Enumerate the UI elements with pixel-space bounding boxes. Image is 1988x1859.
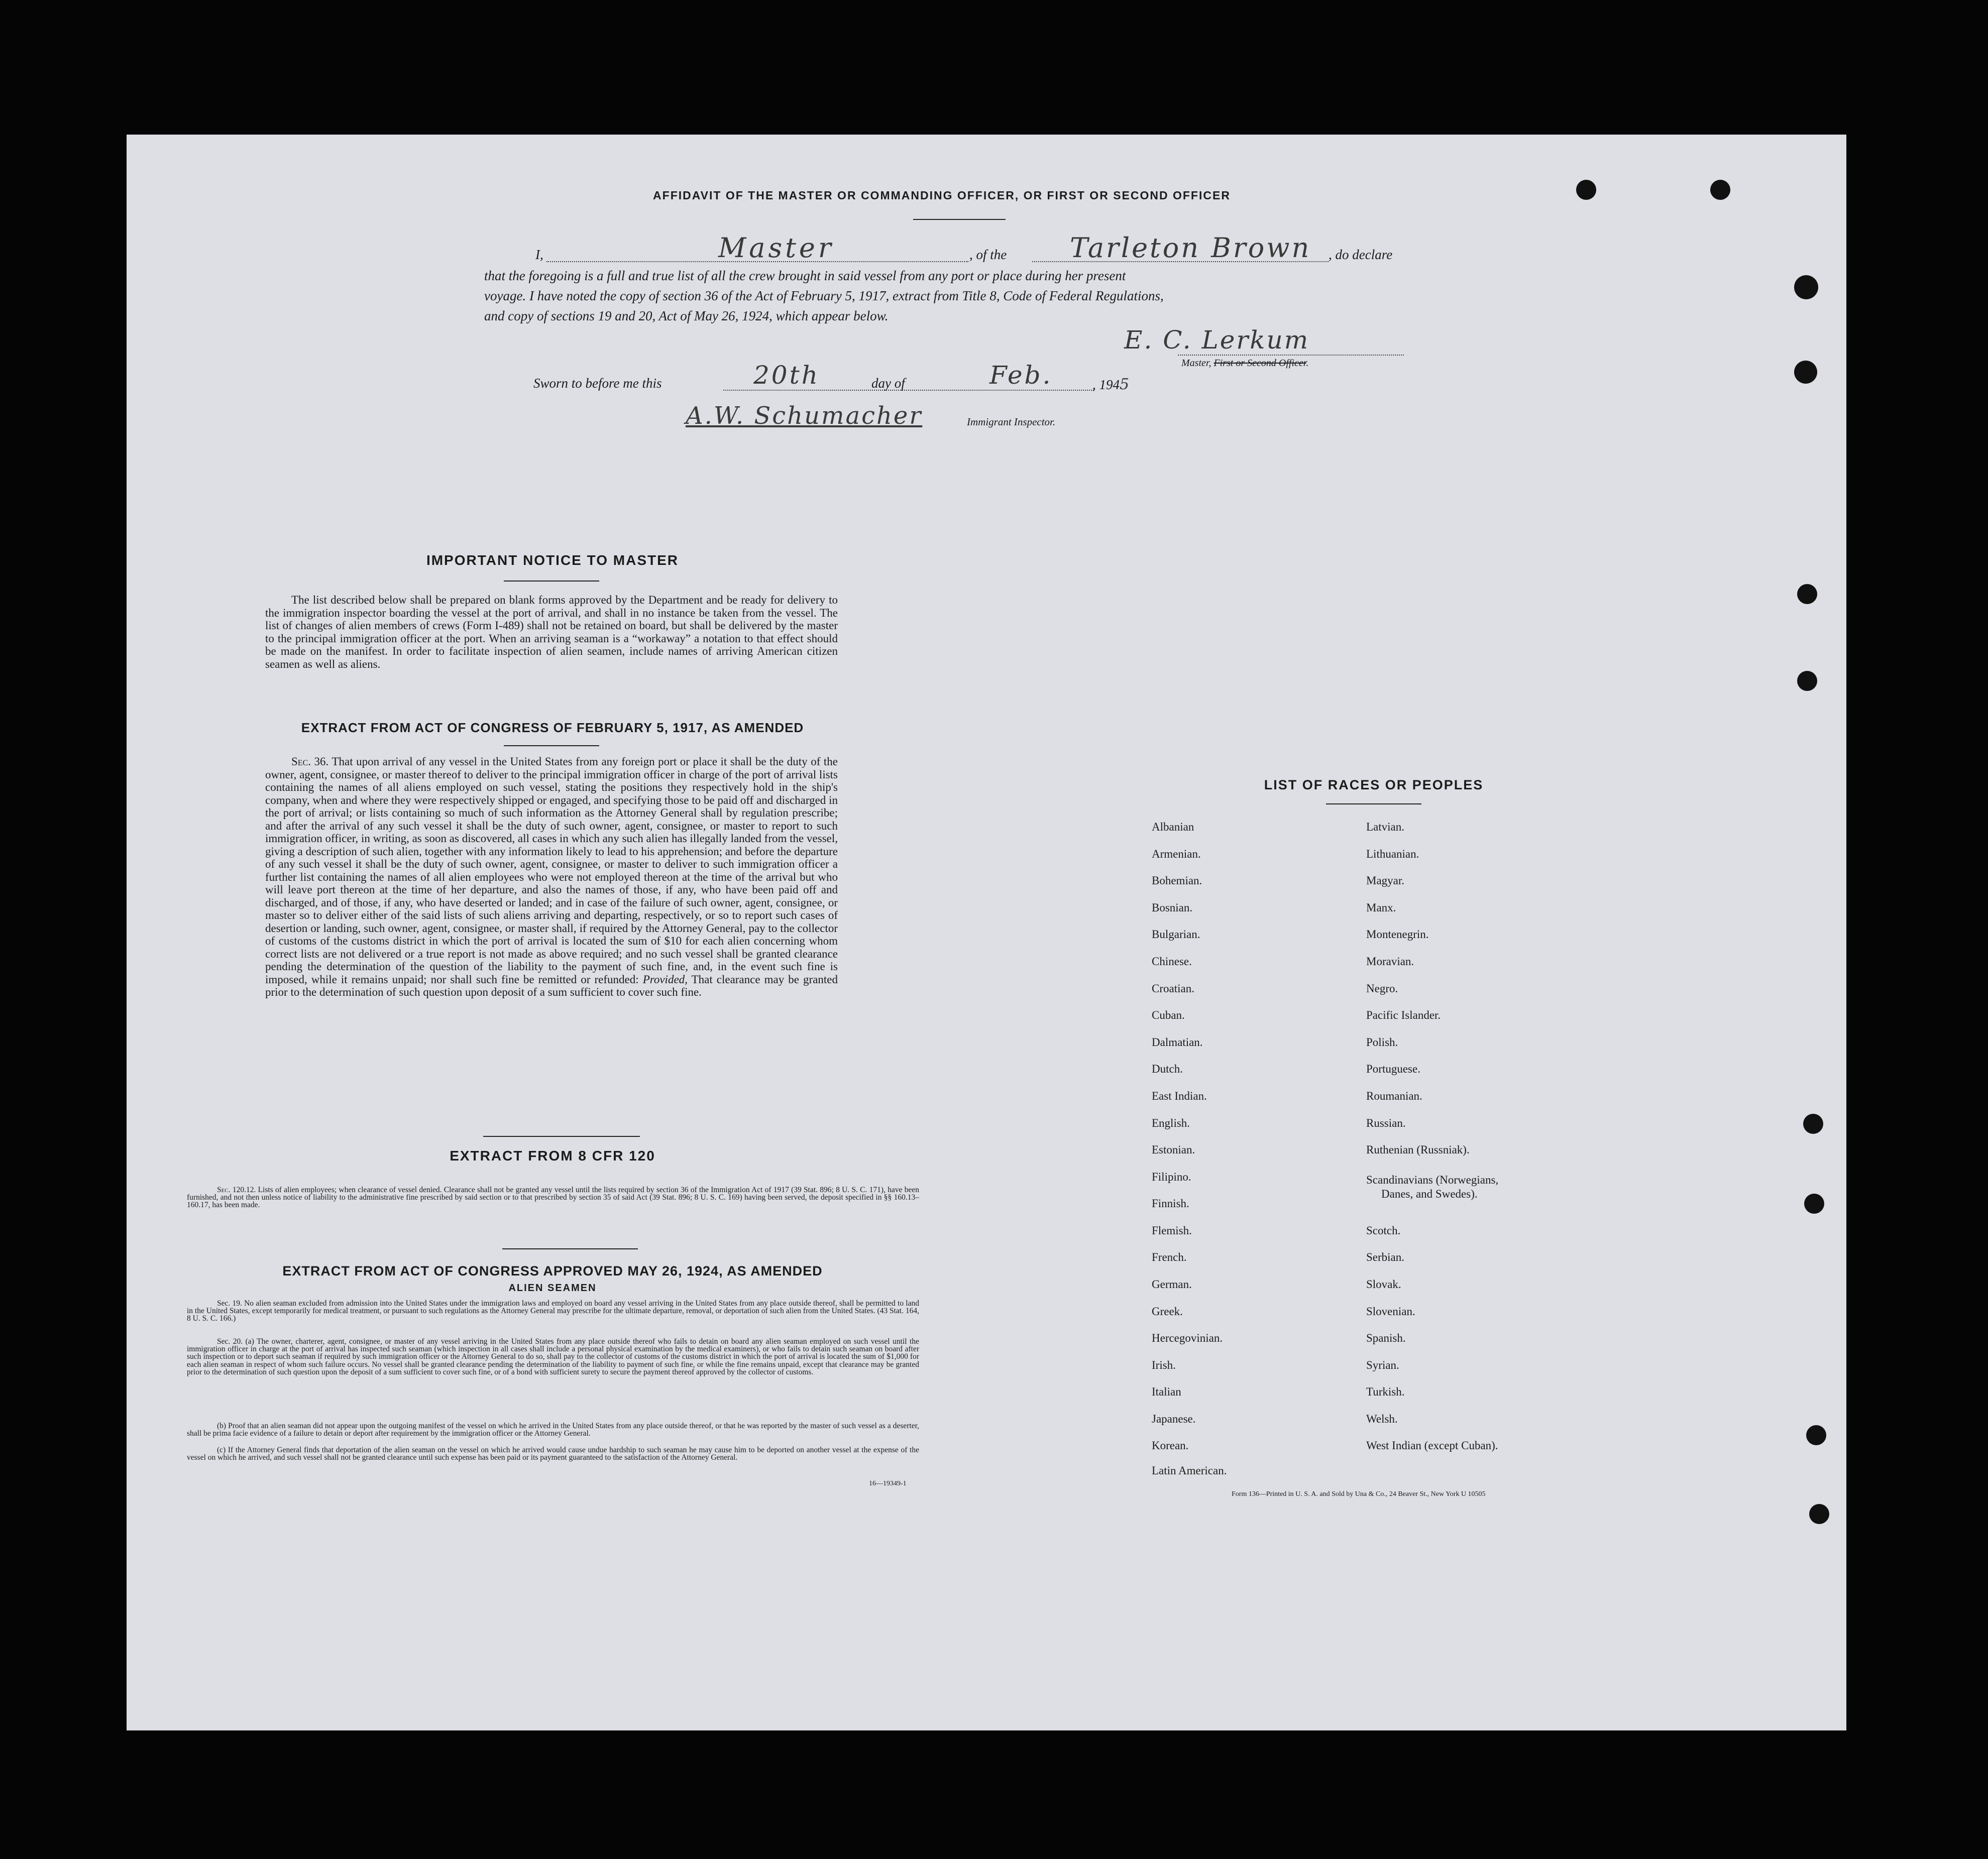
race-left-11: East Indian. bbox=[1152, 1090, 1207, 1102]
race-right-1: Latvian. bbox=[1366, 821, 1404, 833]
punch-hole-3 bbox=[1794, 275, 1818, 299]
punch-hole-2 bbox=[1710, 180, 1730, 200]
race-right-18: Slovak. bbox=[1366, 1278, 1401, 1291]
extract-1917-sec-label: Sec. 36. bbox=[291, 755, 329, 768]
notice-title: IMPORTANT NOTICE TO MASTER bbox=[426, 552, 679, 568]
notice-text: The list described below shall be prepared on blank forms approved by the Department and be ready for delivery to the immigration inspector boarding the vessel at the port of arrival, and shall in no instance be taken from the vessel. The list of changes of alien members of crews (Form I-489) shall not be retained on board, but shall be delivered by the master to the principal immigration officer at the port. When an arriving seaman is a “workaway” a notation to that effect should be made on the manifest. In order to facilitate inspection of alien seamen, include names of arriving American citizen seamen as well as aliens. bbox=[265, 594, 838, 670]
extract-1924-form-number: 16—19349-1 bbox=[869, 1480, 907, 1487]
race-left-12: English. bbox=[1152, 1117, 1190, 1129]
extract-1917-title: EXTRACT FROM ACT OF CONGRESS OF FEBRUARY 5, 1917, AS AMENDED bbox=[301, 720, 804, 735]
punch-hole-5 bbox=[1797, 584, 1817, 604]
race-left-16: Flemish. bbox=[1152, 1224, 1192, 1237]
extract-1917-body-end: That clearance may be granted prior to the determination of such question upon deposit of a sum sufficient to cover such fine. bbox=[265, 973, 838, 998]
race-left-2: Armenian. bbox=[1152, 848, 1201, 860]
sworn-month-handwritten: Feb. bbox=[989, 361, 1053, 390]
race-right-9: Polish. bbox=[1366, 1036, 1398, 1049]
extract-1924-sec20c: (c) If the Attorney General finds that deportation of the alien seaman on the vessel on which he arrived would cause undue hardship to such seaman he may cause him to be deported on another vessel at the expense of the vessel on which he arrived, and such vessel shall not be granted clearance until such expense has been paid or its payment guaranteed to the satisfaction of the Attorney General. bbox=[187, 1446, 919, 1462]
race-right-12: Russian. bbox=[1366, 1117, 1406, 1129]
sworn-year-printed: , 194 bbox=[1092, 377, 1120, 392]
race-left-17: French. bbox=[1152, 1251, 1187, 1263]
race-right-6: Moravian. bbox=[1366, 955, 1414, 968]
race-right-22: Turkish. bbox=[1366, 1385, 1405, 1398]
race-left-23: Japanese. bbox=[1152, 1413, 1196, 1425]
affidavit-declare-label: , do declare bbox=[1329, 247, 1393, 262]
affidavit-statement-line-2: voyage. I have noted the copy of section 36 of the Act of February 5, 1917, extract from Title 8, Code of Federal Regulations, bbox=[484, 288, 1164, 303]
sworn-year-handwritten: 5 bbox=[1120, 376, 1130, 393]
race-right-14: Scandinavians (Norwegians, bbox=[1366, 1174, 1499, 1186]
affidavit-statement-line-1: that the foregoing is a full and true list of all the crew brought in said vessel from any port or place during her present bbox=[484, 268, 1126, 283]
affidavit-of-the-label: , of the bbox=[969, 247, 1007, 262]
race-left-1: Albanian bbox=[1152, 821, 1194, 833]
race-right-7: Negro. bbox=[1366, 982, 1398, 995]
race-right-11: Roumanian. bbox=[1366, 1090, 1422, 1102]
race-left-25: Latin American. bbox=[1152, 1464, 1227, 1477]
sworn-month-line bbox=[908, 390, 1094, 391]
race-right-19: Slovenian. bbox=[1366, 1305, 1415, 1318]
punch-hole-8 bbox=[1804, 1194, 1824, 1214]
race-left-8: Cuban. bbox=[1152, 1009, 1185, 1021]
extract-1917-body: That upon arrival of any vessel in the United States from any foreign port or place it shall be the duty of the owner, agent, consignee, or master thereof to deliver to the principal immigration officer in charge of the port of arrival lists containing the names of all aliens employed on such vessel, stating the positions they respectively hold in the ship's company, when and where they were respectively shipped or engaged, and specifying those to be paid off and discharged in the port of arrival; or lists containing so much of such information as the Attorney General shall by regulation prescribe; and after the arrival of any such vessel it shall be the duty of such owner, agent, consignee, or master to report to such immigration officer, in writing, as soon as discovered, all cases in which any such alien has illegally landed from the vessel, giving a description of such alien, together with any information likely to lead to his apprehension; and before the departure of any such vessel it shall be the duty of such owner, agent, consignee, or master to deliver to such immigration officer a further list containing the names of all alien employees who were not employed thereon at the time of the arrival but who will leave port thereon at the time of her departure, and also the names of those, if any, who have been paid off and discharged, and of those, if any, who have deserted or landed; and in case of the failure of such owner, agent, consignee, or master so to deliver either of the said lists of such aliens arriving and departing, respectively, or so to report such cases of desertion or landing, such owner, agent, consignee, or master shall, if required by the Attorney General, pay to the collector of customs of the customs district in which the port of arrival is located the sum of $10 for each alien concerning whom correct lists are not delivered or a true report is not made as above required; and no such vessel shall be granted clearance pending the determination of the question of the liability to the payment of such fine, and, in the event such fine is imposed, while it remains unpaid; nor shall such fine be remitted or refunded: bbox=[265, 755, 838, 986]
race-left-5: Bulgarian. bbox=[1152, 928, 1200, 941]
cfr-end-rule bbox=[502, 1248, 638, 1249]
affidavit-title-rule bbox=[913, 219, 1006, 220]
sworn-day-handwritten: 20th bbox=[753, 361, 820, 390]
master-label-text: Master, bbox=[1181, 358, 1211, 369]
race-left-19: Greek. bbox=[1152, 1305, 1183, 1318]
printer-footer: Form 136—Printed in U. S. A. and Sold by Una & Co., 24 Beaver St., New York U 10505 bbox=[1232, 1490, 1486, 1498]
race-right-16: Scotch. bbox=[1366, 1224, 1401, 1237]
race-right-15: Danes, and Swedes). bbox=[1381, 1188, 1478, 1200]
race-left-15: Finnish. bbox=[1152, 1197, 1189, 1210]
master-signature: E. C. Lerkum bbox=[1124, 325, 1310, 355]
master-label bbox=[1181, 358, 1308, 369]
race-right-2: Lithuanian. bbox=[1366, 848, 1419, 860]
race-right-8: Pacific Islander. bbox=[1366, 1009, 1441, 1021]
race-right-23: Welsh. bbox=[1366, 1413, 1398, 1425]
race-right-3: Magyar. bbox=[1366, 874, 1405, 887]
punch-hole-7 bbox=[1803, 1114, 1823, 1134]
race-right-17: Serbian. bbox=[1366, 1251, 1405, 1263]
extract-1917-title-rule bbox=[504, 745, 599, 746]
sworn-day-label: day of bbox=[871, 376, 905, 391]
cfr-text bbox=[187, 1186, 919, 1209]
race-left-18: German. bbox=[1152, 1278, 1192, 1291]
races-title: LIST OF RACES OR PEOPLES bbox=[1264, 777, 1484, 792]
punch-hole-10 bbox=[1809, 1504, 1829, 1524]
master-label-struck: First or Second Officer bbox=[1213, 358, 1306, 369]
affidavit-i-label: I, bbox=[535, 247, 543, 262]
race-right-10: Portuguese. bbox=[1366, 1063, 1420, 1075]
sworn-label: Sworn to before me this bbox=[533, 376, 662, 391]
race-left-13: Estonian. bbox=[1152, 1143, 1195, 1156]
extract-1924-sec19: Sec. 19. No alien seaman excluded from admission into the United States under the immigration laws and employed on board any vessel arriving in the United States from any place outside thereof, shall be permitted to land in the United States, except temporarily for medical treatment, or pursuant to such regulations as the Attorney General may prescribe for the ultimate departure, removal, or deportation of such alien from the United States. (43 Stat. 164, 8 U. S. C. 166.) bbox=[187, 1299, 919, 1323]
cfr-sec-label: Sec. 120.12. bbox=[217, 1186, 256, 1194]
races-title-rule bbox=[1326, 803, 1421, 804]
affidavit-title: AFFIDAVIT OF THE MASTER OR COMMANDING OFFICER, OR FIRST OR SECOND OFFICER bbox=[653, 189, 1231, 202]
extract-1924-subtitle: ALIEN SEAMEN bbox=[508, 1283, 597, 1294]
master-signature-line bbox=[1178, 355, 1404, 356]
race-left-4: Bosnian. bbox=[1152, 901, 1193, 914]
extract-1917-end-rule bbox=[483, 1136, 640, 1137]
race-left-6: Chinese. bbox=[1152, 955, 1192, 968]
inspector-signature: A.W. Schumacher bbox=[686, 402, 923, 430]
inspector-label: Immigrant Inspector. bbox=[967, 416, 1056, 428]
race-right-5: Montenegrin. bbox=[1366, 928, 1429, 941]
race-right-4: Manx. bbox=[1366, 901, 1396, 914]
race-right-20: Spanish. bbox=[1366, 1332, 1406, 1344]
master-label-period: . bbox=[1306, 358, 1309, 369]
cfr-body: Lists of alien employees; when clearance of vessel denied. Clearance shall not be granted any vessel until the lists required by section 36 of the Immigration Act of 1917 (39 Stat. 896; 8 U. S. C. 171), have been furnished, and not then unless notice of liability to the administrative fine prescribed by said section or to that prescribed by section 35 of said Act (39 Stat. 896; 8 U. S. C. 169) having been served, the deposit specified in §§ 160.13–160.17, has been made. bbox=[187, 1186, 919, 1210]
affidavit-vessel-handwritten: Tarleton Brown bbox=[1070, 232, 1311, 264]
race-right-21: Syrian. bbox=[1366, 1359, 1399, 1371]
race-left-9: Dalmatian. bbox=[1152, 1036, 1203, 1049]
punch-hole-1 bbox=[1576, 180, 1596, 200]
race-left-14: Filipino. bbox=[1152, 1171, 1191, 1183]
extract-1924-sec20a: Sec. 20. (a) The owner, charterer, agent, consignee, or master of any vessel arriving in the United States from any place outside thereof who fails to detain on board any alien seaman employed on such vessel until the immigration officer in charge at the port of arrival has inspected such seaman (which inspection in all cases shall include a personal physical examination by the medical examiners), or who fails to detain such seaman on board after such inspection or to deport such seaman if required by such immigration officer or the Attorney General to do so, shall pay to the collector of customs of the customs district in which the port of arrival is located the sum of $1,000 for each alien seaman in respect of whom such failure occurs. No vessel shall be granted clearance pending the determination of the liability to payment of such fine, or while the fine remains unpaid, except that clearance may be granted prior to the determination of such question upon the deposit of a sum sufficient to cover such fine, or of a bond with sufficient surety to secure the payment thereof approved by the collector of customs. bbox=[187, 1337, 919, 1376]
race-right-24: West Indian (except Cuban). bbox=[1366, 1439, 1498, 1452]
race-left-24: Korean. bbox=[1152, 1439, 1189, 1452]
extract-1924-sec20b: (b) Proof that an alien seaman did not appear upon the outgoing manifest of the vessel on which he arrived in the United States from any place outside thereof, or that he was reported by the master of such vessel as a deserter, shall be prima facie evidence of a failure to detain or deport after requirement by the immigration officer or the Attorney General. bbox=[187, 1422, 919, 1438]
punch-hole-6 bbox=[1797, 671, 1817, 691]
race-left-20: Hercegovinian. bbox=[1152, 1332, 1223, 1344]
race-left-22: Italian bbox=[1152, 1385, 1181, 1398]
extract-1917-text bbox=[265, 755, 838, 999]
extract-1917-provided: Provided, bbox=[642, 973, 688, 986]
race-left-21: Irish. bbox=[1152, 1359, 1176, 1371]
race-left-10: Dutch. bbox=[1152, 1063, 1183, 1075]
extract-1924-title: EXTRACT FROM ACT OF CONGRESS APPROVED MAY 26, 1924, AS AMENDED bbox=[282, 1263, 823, 1279]
notice-title-rule bbox=[504, 580, 599, 582]
cfr-title: EXTRACT FROM 8 CFR 120 bbox=[450, 1148, 655, 1164]
affidavit-name-handwritten: Master bbox=[718, 232, 834, 264]
affidavit-statement-line-3: and copy of sections 19 and 20, Act of May 26, 1924, which appear below. bbox=[484, 308, 889, 323]
race-right-13: Ruthenian (Russniak). bbox=[1366, 1143, 1470, 1156]
punch-hole-9 bbox=[1806, 1425, 1826, 1445]
race-left-3: Bohemian. bbox=[1152, 874, 1202, 887]
punch-hole-4 bbox=[1794, 361, 1817, 384]
sworn-year bbox=[1092, 376, 1129, 393]
race-left-7: Croatian. bbox=[1152, 982, 1194, 995]
